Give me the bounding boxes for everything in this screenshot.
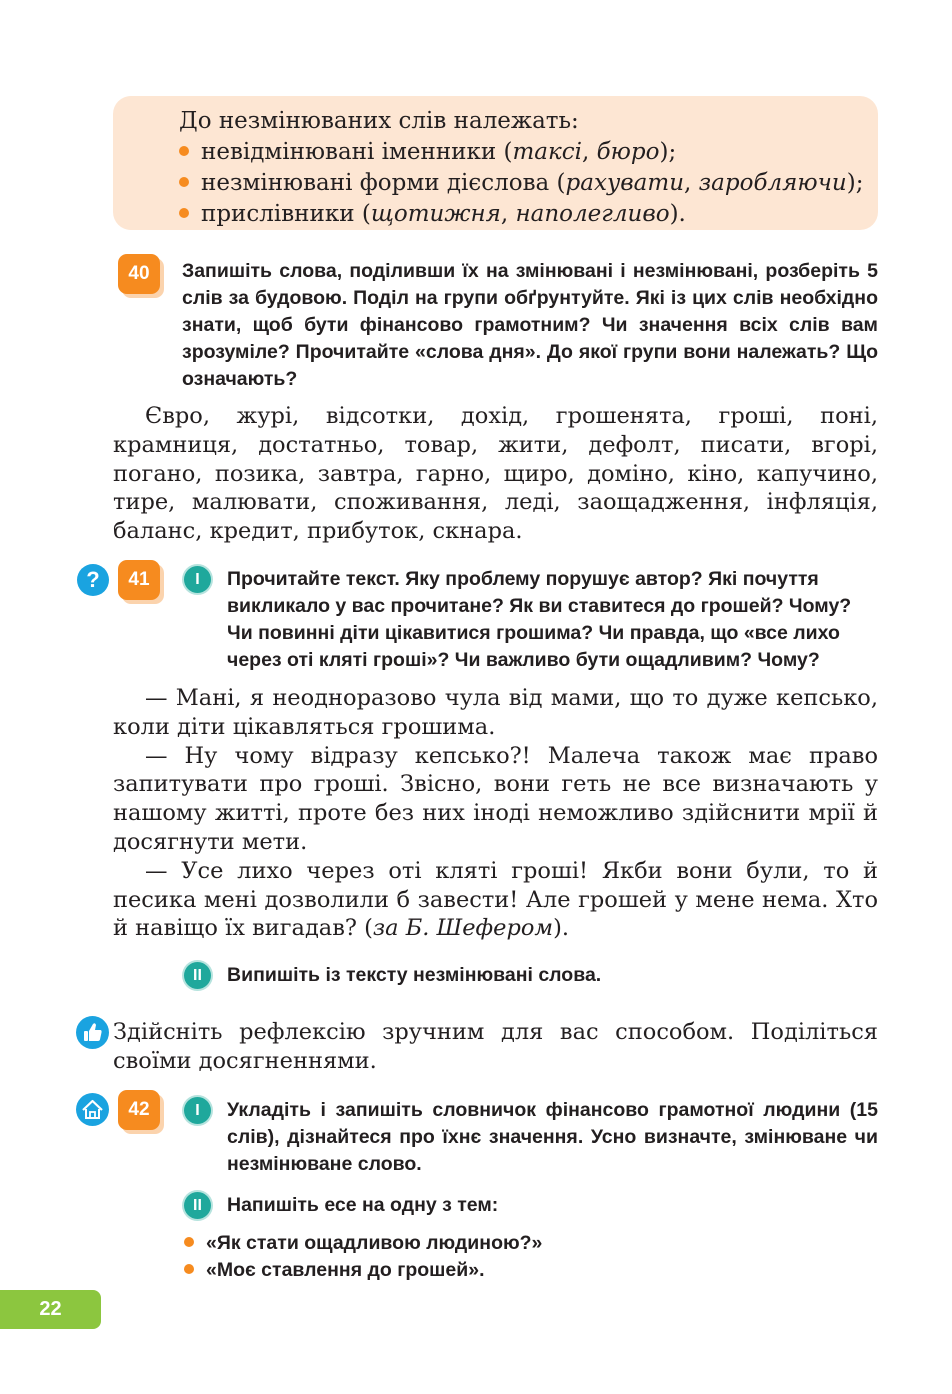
bullet-icon — [179, 146, 189, 156]
rule-box — [113, 96, 878, 230]
list-item: «Як стати ощадливою людиною?» — [184, 1230, 542, 1257]
page-number: 22 — [0, 1290, 101, 1329]
rule-item: незмінювані форми дієслова (рахувати, заробляючи); — [179, 168, 878, 199]
source-author: за Б. Шефером — [372, 915, 554, 942]
part-two-marker: II — [184, 1192, 211, 1219]
bullet-icon — [179, 177, 189, 187]
list-item: «Моє ставлення до грошей». — [184, 1257, 542, 1284]
dialogue-text — [113, 684, 878, 943]
exercise-number-badge: 41 — [118, 560, 160, 600]
topic-list — [184, 1230, 542, 1284]
question-icon: ? — [77, 564, 109, 596]
exercise-task: Напишіть есе на одну з тем: — [227, 1194, 499, 1216]
exercise-number-badge: 40 — [118, 254, 160, 294]
exercise-instruction: Запишіть слова, поділивши їх на змінювані і незмінювані, розберіть 5 слів за будовою. Поділ на групи обґрунтуйте. Які із цих слів необхідно знати, щоб бути фінансово грамотним? Чи значення всіх слів вам зрозуміле? Прочитайте «слова дня». До якої групи вони належать? Що означають? — [182, 260, 878, 390]
bullet-icon — [184, 1237, 194, 1247]
exercise-task: Випишіть із тексту незмінювані слова. — [227, 964, 602, 986]
rule-item: прислівники (щотижня, наполегливо). — [179, 199, 878, 230]
part-two-marker: II — [184, 962, 211, 989]
part-one-marker: I — [184, 566, 211, 593]
reflection-text: Здійсніть рефлексію зручним для вас способом. Поділіться своїми досягненнями. — [113, 1019, 878, 1074]
word-list: Євро, журі, відсотки, дохід, грошенята, гроші, поні, крамниця, достатньо, товар, жити, дефолт, писати, вгорі, погано, позика, завтра, гарно, щиро, доміно, кіно, капучино, тире, малювати, споживання, леді, заощадження, інфляція, баланс, кредит, прибуток, скнара. — [113, 403, 878, 545]
thumbs-up-icon — [76, 1016, 109, 1049]
rule-heading: До незмінюваних слів належать: — [179, 108, 579, 134]
rule-item: невідмінювані іменники (таксі, бюро); — [179, 137, 878, 168]
bullet-icon — [179, 208, 189, 218]
exercise-number-badge: 42 — [118, 1090, 160, 1130]
part-one-marker: I — [184, 1097, 211, 1124]
home-icon — [76, 1093, 109, 1126]
exercise-task: Укладіть і запишіть словничок фінансово грамотної людини (15 слів), дізнайтеся про їхнє значення. Усно визначте, змінюване чи незмінюване слово. — [227, 1099, 878, 1175]
bullet-icon — [184, 1264, 194, 1274]
dialogue-line: — Усе лихо через оті кляті гроші! Якби вони були, то й песика мені дозволили б завести! Але грошей у мене нема. Хто й навіщо їх вигадав? (за Б. Шефером). — [113, 857, 878, 942]
exercise-instruction: Прочитайте текст. Яку проблему порушує автор? Які почуття викликало у вас прочитане? Як ви ставитеся до грошей? Чому? Чи повинні діти цікавитися грошима? Чи правда, що «все лихо через оті кляті гроші»? Чи важливо бути ощадливим? Чому? — [227, 568, 852, 671]
dialogue-line: — Мані, я неодноразово чула від мами, що то дуже кепсько, коли діти цікавляться грошима. — [113, 685, 878, 740]
dialogue-line: — Ну чому відразу кепсько?! Малеча також має право запитувати про гроші. Звісно, вони геть не все визначають у нашому житті, проте без них іноді неможливо здійснити мрії й досягнути мети. — [113, 742, 878, 855]
